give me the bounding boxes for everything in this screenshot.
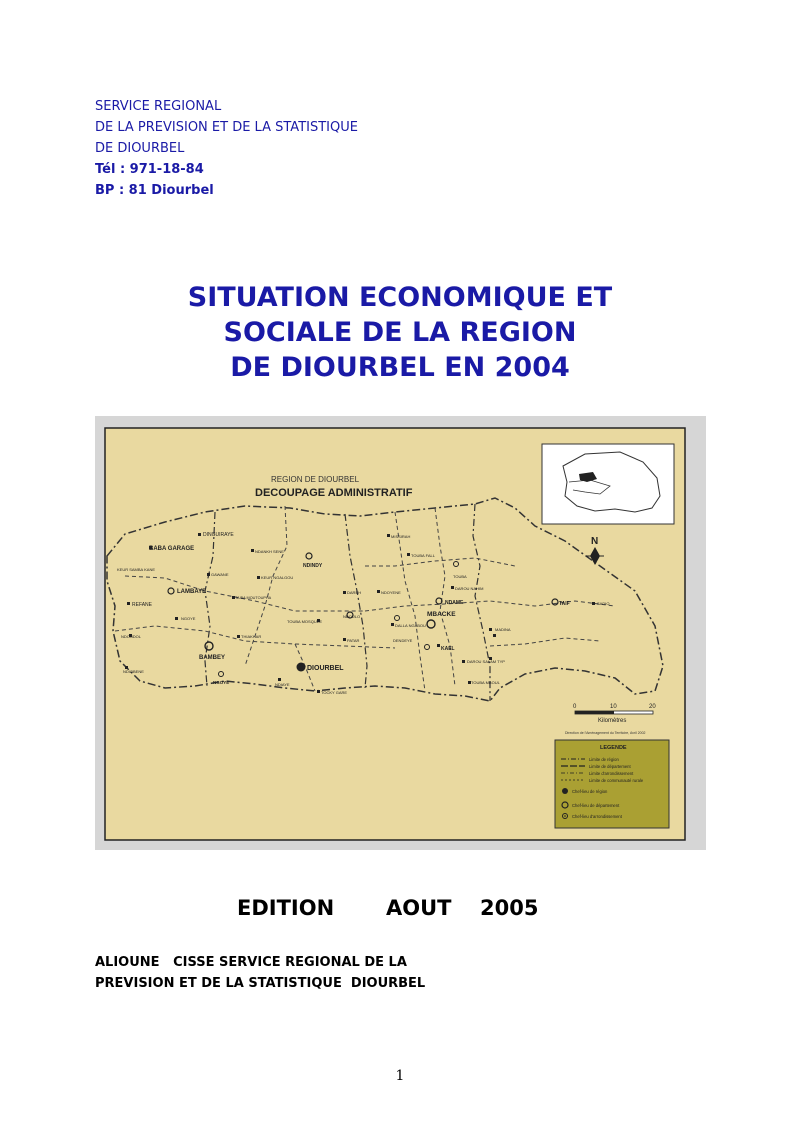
place-dareh: DAREH	[347, 590, 362, 595]
map-svg	[95, 416, 706, 850]
legend-item-arrondissement-seat: Chef-lieu d'arrondissement	[572, 814, 622, 819]
place-sadio: SADIO	[597, 601, 610, 606]
region-map	[95, 416, 706, 850]
place-touba-fall: TOUBA FALL	[411, 553, 435, 558]
place-diourbel: DIOURBEL	[307, 665, 344, 672]
place-ndoulo: NDOULO	[343, 614, 361, 619]
place-dinguiraye: DINGUIRAYE	[203, 532, 234, 538]
place-keur-samba-kane: KEUR SAMBA KANE	[117, 567, 156, 572]
page-number: 1	[395, 1068, 405, 1084]
place-gawane: GAWANE	[211, 572, 229, 577]
map-heading: DECOUPAGE ADMINISTRATIF	[255, 487, 413, 499]
scale-tick-20: 20	[649, 704, 656, 710]
place-mbacke: MBACKE	[427, 611, 456, 618]
edition-month: AOUT	[386, 896, 452, 920]
place-ndiaye: NDIAYE	[275, 682, 290, 687]
header-line-service: SERVICE REGIONAL	[95, 99, 222, 114]
legend-title: LEGENDE	[600, 745, 627, 751]
place-ndiobene: NDIOBENE	[123, 669, 144, 674]
place-tocky-gare: TOCKY GARE	[321, 690, 348, 695]
document-title	[0, 280, 800, 385]
place-darou-salam: DAROU SALAM TYP	[467, 659, 505, 664]
legend-item-arrondissement: Limite d'arrondissement	[589, 771, 634, 776]
place-touba-mosquee: TOUBA MOSQUEE	[287, 619, 323, 624]
place-madina: MADINA	[495, 627, 511, 632]
place-kael: KAEL	[441, 646, 455, 652]
place-ndame: NDAME	[445, 600, 464, 606]
header-line-diourbel: DE DIOURBEL	[95, 141, 185, 156]
legend-region-seat-icon	[562, 788, 568, 794]
author-block	[95, 952, 425, 994]
title-line-1: SITUATION ECONOMIQUE ET	[187, 282, 613, 313]
header-postbox: BP : 81 Diourbel	[95, 183, 214, 198]
place-ndankh-sene: NDANKH SENE	[255, 549, 284, 554]
place-baba-garage: BABA GARAGE	[149, 546, 195, 552]
title-line-2: SOCIALE DE LA REGION	[223, 317, 577, 348]
place-ndoyene: NDOYENE	[381, 590, 401, 595]
place-refane: REFANE	[132, 602, 153, 608]
place-ndondol: NDONDOL	[121, 634, 142, 639]
place-lambaye: LAMBAYE	[177, 589, 207, 595]
place-thiakhar: THIAKHAR	[241, 634, 262, 639]
place-ngoye-south: NGOYE	[213, 680, 230, 685]
place-taiba-moutoupha: TAIBA MOUTOUPHA	[235, 596, 272, 600]
legend-item-department-seat: Chef-lieu de département	[572, 803, 620, 808]
place-darou-nahim: DAROU NAHIM	[455, 586, 484, 591]
place-ndindy: NDINDY	[303, 563, 323, 569]
north-label: N	[591, 536, 599, 547]
legend-item-department: Limite de département	[589, 764, 631, 769]
scale-tick-10: 10	[610, 704, 617, 710]
map-region-label: REGION DE DIOURBEL	[271, 475, 360, 484]
author-line-1: ALIOUNE CISSE SERVICE REGIONAL DE LA	[95, 955, 407, 970]
header-block	[95, 96, 358, 201]
scale-unit: Kilomètres	[598, 718, 627, 724]
legend-item-rural: Limite de communauté rurale	[589, 778, 644, 783]
legend-item-region-seat: Chef-lieu de région	[572, 789, 608, 794]
edition-word: EDITION	[237, 896, 335, 920]
title-line-3: DE DIOURBEL EN 2004	[230, 352, 570, 383]
author-line-2: PREVISION ET DE LA STATISTIQUE DIOURBEL	[95, 976, 426, 991]
place-missirah: MISSIRAH	[391, 534, 411, 539]
place-keur-ngalgou: KEUR NGALGOU	[261, 575, 294, 580]
place-patar: PATAR	[347, 638, 360, 643]
edition-year: 2005	[480, 896, 539, 920]
place-touba: TOUBA	[453, 574, 467, 579]
legend-item-region: Limite de région	[589, 757, 619, 762]
header-line-prevision: DE LA PREVISION ET DE LA STATISTIQUE	[95, 120, 358, 135]
place-dalla-ngabou: DALLA NGABOU	[395, 623, 426, 628]
place-touba-mboul: TOUBA MBOUL	[471, 680, 500, 685]
map-legend	[555, 740, 669, 828]
place-taif: TAIF	[559, 601, 570, 607]
scale-tick-0: 0	[573, 704, 577, 710]
map-source: Direction de l'Aménagement du Territoire, Avril 2002	[565, 731, 646, 735]
header-telephone: Tél : 971-18-84	[95, 162, 204, 177]
place-ngoye: NGOYE	[181, 616, 196, 621]
place-dendeye: DENDEYE	[393, 638, 413, 643]
place-bambey: BAMBEY	[199, 655, 226, 661]
